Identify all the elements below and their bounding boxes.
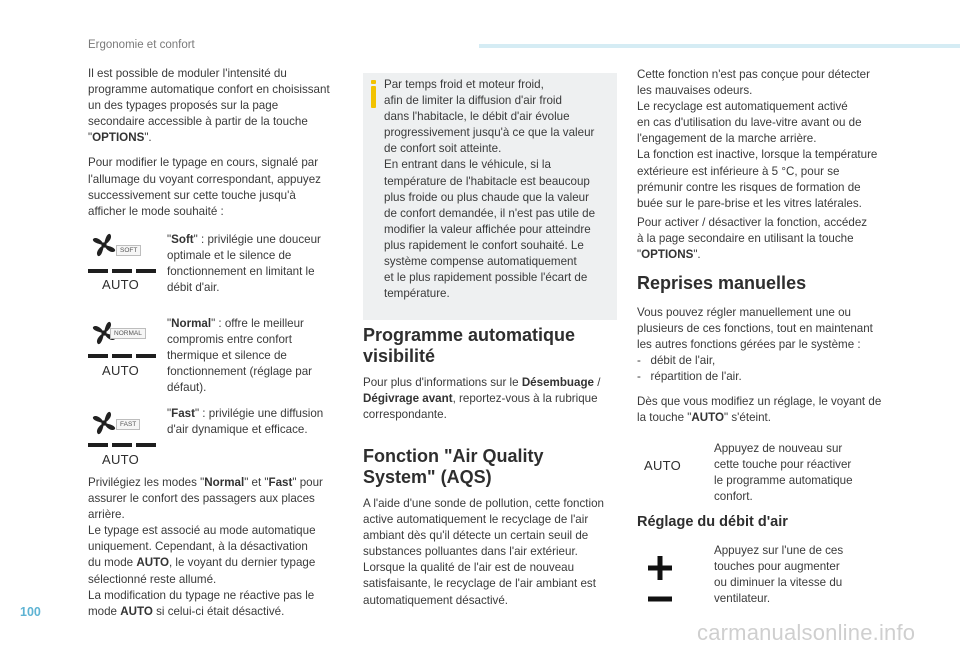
auto-key: AUTO — [644, 458, 682, 473]
fan-icon — [91, 232, 117, 258]
level-indicator — [88, 354, 108, 358]
soft-mode-key — [88, 230, 163, 292]
auto-label: AUTO — [102, 363, 140, 378]
level-indicator — [136, 443, 156, 447]
preference-paragraph: Privilégiez les modes "Normal" et "Fast" pour assurer le confort des passagers aux places arrière. Le typage est associé au mode automatique uniquement. Cependant, à la désactivation du mode AUTO, le voyant du dernier typage sélectionné reste allumé. La modification du typage ne réactive pas le mode AUTO si celui-ci était désactivé. — [88, 476, 323, 618]
heading-programme-visibilite: Programme automatique visibilité — [363, 325, 576, 366]
plus-icon — [648, 556, 672, 580]
reprises-paragraph: Vous pouvez régler manuellement une ou plusieurs de ces fonctions, tout en maintenant les autres fonctions gérées par le système : - débit de l'air, - répartition de l'air. — [637, 306, 873, 384]
mode-tag: SOFT — [116, 245, 141, 256]
running-header: Ergonomie et confort — [88, 39, 195, 51]
fan-icon — [91, 410, 117, 436]
fast-description: "Fast" : privilégie une diffusion d'air dynamique et efficace. — [167, 407, 324, 437]
info-text: Par temps froid et moteur froid, afin de limiter la diffusion d'air froid dans l'habitacle, le débit d'air évolue progressivement jusqu'à ce que la valeur de confort soit atteinte. En entrant dans le véhicule, si la température de l'habitacle est beaucoup plus froide ou plus chaude que la valeur de confort demandée, il n'est pas utile de modifier la valeur affichée pour atteindre plus rapidement le confort souhaité. Le système compense automatiquement et le plus rapidement possible l'écart de température. — [384, 78, 596, 301]
reprises-note: Dès que vous modifiez un réglage, le voyant de la touche "AUTO" s'éteint. — [637, 395, 882, 425]
header-accent-line — [479, 44, 960, 48]
level-indicator — [112, 354, 132, 358]
auto-label: AUTO — [102, 452, 140, 467]
watermark: carmanualsonline.info — [697, 620, 916, 645]
aqs-details-paragraph: Cette fonction n'est pas conçue pour détecter les mauvaises odeurs. Le recyclage est automatiquement activé en cas d'utilisation du lave-vitre avant ou de l'engagement de la marche arrière. La fonction est inactive, lorsque la température extérieure est inférieure à 5 °C, pour se prémunir contre les risques de formation de buée sur le pare-brise et les vitres latérales. — [637, 68, 878, 210]
intro-paragraph: Il est possible de moduler l'intensité du programme automatique confort en choisissant un des typages proposés sur la page secondaire accessible à partir de la touche "OPTIONS". — [88, 67, 330, 145]
fast-mode-key — [88, 408, 163, 470]
modify-paragraph: Pour modifier le typage en cours, signalé par l'allumage du voyant correspondant, appuyez successivement sur cette touche jusqu'à afficher le mode souhaité : — [88, 156, 321, 218]
level-indicator — [136, 354, 156, 358]
level-indicator — [112, 269, 132, 273]
heading-reprises: Reprises manuelles — [637, 273, 807, 293]
level-indicator — [88, 269, 108, 273]
page-number: 100 — [20, 605, 41, 619]
mode-tag: NORMAL — [110, 328, 146, 339]
heading-aqs: Fonction "Air Quality System" (AQS) — [363, 446, 544, 487]
column-1 — [88, 66, 350, 220]
level-indicator — [136, 269, 156, 273]
minus-icon — [648, 596, 672, 602]
level-indicator — [88, 443, 108, 447]
level-indicator — [112, 443, 132, 447]
normal-description: "Normal" : offre le meilleur compromis entre confort thermique et silence de fonctionnement (réglage par défaut). — [167, 317, 313, 395]
info-icon — [371, 86, 376, 108]
soft-description: "Soft" : privilégie une douceur optimale et le silence de fonctionnement en limitant le débit d'air. — [167, 233, 321, 295]
auto-label: AUTO — [102, 277, 140, 292]
activate-paragraph: Pour activer / désactiver la fonction, accédez à la page secondaire en utilisant la touche "OPTIONS". — [637, 216, 868, 262]
info-box — [363, 73, 617, 320]
heading-debit: Réglage du débit d'air — [637, 514, 788, 530]
mode-tag: FAST — [116, 419, 140, 430]
auto-key-description: Appuyez de nouveau sur cette touche pour réactiver le programme automatique confort. — [714, 442, 853, 504]
normal-mode-key — [88, 318, 163, 380]
debit-description: Appuyez sur l'une de ces touches pour augmenter ou diminuer la vitesse du ventilateur. — [714, 544, 844, 606]
programme-paragraph: Pour plus d'informations sur le Désembuage / Dégivrage avant, reportez-vous à la rubrique correspondante. — [363, 376, 601, 422]
aqs-paragraph: A l'aide d'une sonde de pollution, cette fonction active automatiquement le recyclage de l'air ambiant dès qu'il détecte un certain seuil de substances polluantes dans l'air extérieur. Lorsque la qualité de l'air est de nouveau satisfaisante, le recyclage de l'air ambiant est automatiquement désactivé. — [363, 497, 604, 607]
